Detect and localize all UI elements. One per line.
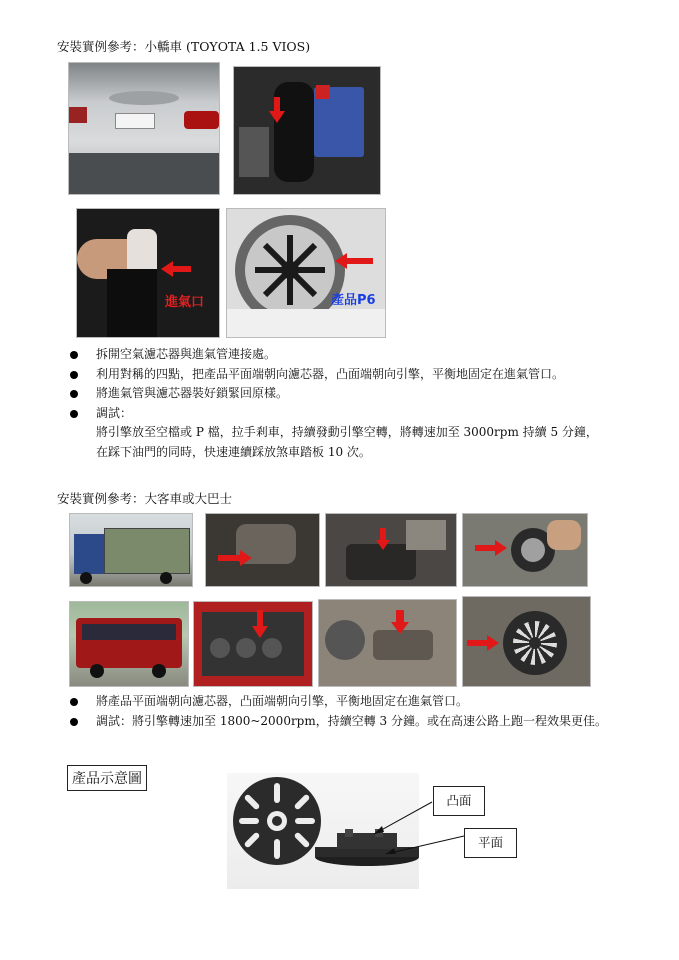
list-item: 將產品平面端朝向濾芯器，凸面端朝向引擎，平衡地固定在進氣管口。 bbox=[70, 692, 607, 712]
list-item: 將進氣管與濾芯器裝好鎖緊回原樣。 bbox=[70, 384, 598, 404]
section-heading-car: 安裝實例參考：小轎車 (TOYOTA 1.5 VIOS) bbox=[57, 39, 311, 54]
list-item: 利用對稱的四點，把產品平面端朝向濾芯器，凸面端朝向引擎，平衡地固定在進氣管口。 bbox=[70, 365, 598, 385]
bullet-icon bbox=[70, 698, 78, 706]
bullet-icon bbox=[70, 351, 78, 359]
red-arrow-icon bbox=[467, 635, 499, 651]
red-arrow-icon bbox=[475, 540, 507, 556]
list-item: 調試：將引擎轉速加至 1800~2000rpm，持續空轉 3 分鐘。或在高速公路上跑一程效果更佳。 bbox=[70, 712, 607, 732]
list-item: 拆開空氣濾芯器與進氣管連接處。 bbox=[70, 345, 598, 365]
photo-label-intake: 進氣口 bbox=[165, 295, 205, 310]
car-instructions-list bbox=[70, 345, 598, 462]
bullet-icon bbox=[70, 371, 78, 379]
photo-bus-product-2 bbox=[462, 596, 591, 687]
red-arrow-icon bbox=[269, 97, 285, 123]
callout-flat: 平面 bbox=[464, 828, 517, 858]
bus-instructions-list bbox=[70, 692, 607, 731]
photo-label-product: 產品P6 bbox=[331, 293, 376, 308]
photo-product-in-pipe bbox=[226, 208, 386, 338]
bullet-icon bbox=[70, 718, 78, 726]
list-item: 調試： bbox=[70, 404, 598, 424]
photo-bus-engine-1 bbox=[205, 513, 320, 587]
callout-convex: 凸面 bbox=[433, 786, 485, 816]
callout-leader-lines bbox=[370, 796, 470, 858]
bullet-icon bbox=[70, 410, 78, 418]
photo-car-rear bbox=[68, 62, 220, 195]
product-disc-icon bbox=[251, 231, 329, 309]
section-heading-bus: 安裝實例參考：大客車或大巴士 bbox=[57, 491, 233, 506]
red-arrow-icon bbox=[376, 528, 390, 550]
photo-bus-engine-3 bbox=[193, 601, 313, 687]
photo-bus-engine-2 bbox=[325, 513, 457, 587]
red-arrow-icon bbox=[391, 610, 409, 634]
bullet-icon bbox=[70, 390, 78, 398]
test-detail-line: 在踩下油門的同時，快速連續踩放煞車踏板 10 次。 bbox=[96, 444, 371, 459]
red-arrow-icon bbox=[161, 261, 191, 277]
red-arrow-icon bbox=[252, 610, 268, 638]
photo-bus bbox=[69, 601, 189, 687]
photo-engine-bay bbox=[233, 66, 381, 195]
photo-intake-hand bbox=[76, 208, 220, 338]
photo-truck bbox=[69, 513, 193, 587]
red-arrow-icon bbox=[335, 253, 373, 269]
photo-bus-engine-4 bbox=[318, 599, 457, 687]
photo-bus-product-1 bbox=[462, 513, 588, 587]
diagram-title: 產品示意圖 bbox=[67, 765, 147, 791]
test-detail-line: 將引擎放至空檔或 P 檔，拉手剎車，持續發動引擎空轉，將轉速加至 3000rpm 持續 5 分鐘， bbox=[96, 425, 598, 439]
red-arrow-icon bbox=[218, 550, 252, 566]
